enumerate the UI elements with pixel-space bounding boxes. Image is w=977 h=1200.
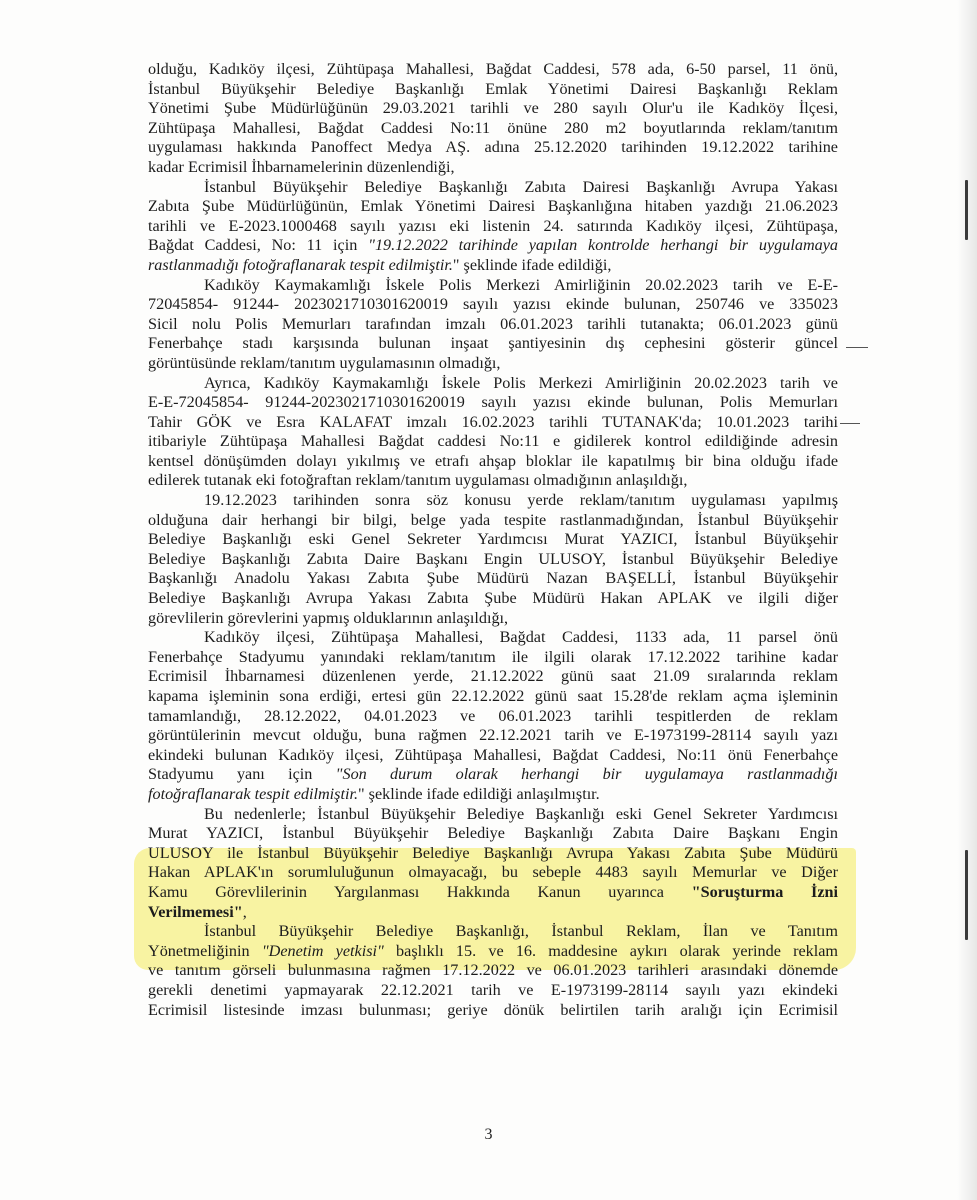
text-line: olduğu, Kadıköy ilçesi, Zühtüpaşa Mahallesi, Bağdat Caddesi, 578 ada, 6-50 parsel, 11 önü,: [148, 60, 838, 78]
text-line: İstanbul Büyükşehir Belediye Başkanlığı Emlak Yönetimi Dairesi Başkanlığı Reklam: [148, 79, 838, 98]
text-line: [148, 256, 838, 276]
text-line: Kadıköy ilçesi, Zühtüpaşa Mahallesi, Bağdat Caddesi, 1133 ada, 11 parsel önü: [204, 628, 838, 647]
text-line: [148, 903, 838, 923]
paragraph-1: [148, 60, 838, 178]
paragraph-3: [148, 276, 838, 374]
text-line: Murat YAZICI, İstanbul Büyükşehir Belediye Başkanlığı Zabıta Daire Başkanı Engin: [148, 824, 838, 843]
paragraph-8: [148, 922, 838, 1020]
text-line: Hakan APLAK'ın sorumluluğunun olmayacağı, bu sebeple 4483 sayılı Memurlar ve Diğer: [148, 863, 838, 882]
text-line: edilerek tutanak eki fotoğraftan reklam/tanıtım uygulaması olmadığının anlaşıldığı,: [148, 471, 688, 490]
text-line: Ayrıca, Kadıköy Kaymakamlığı İskele Polis Merkezi Amirliğinin 20.02.2023 tarih ve: [204, 373, 838, 392]
text-line: Bu nedenlerle; İstanbul Büyükşehir Belediye Başkanlığı eski Genel Sekreter Yardımcısı: [204, 804, 838, 823]
bold-text: Verilmemesi": [148, 902, 243, 921]
page-number: 3: [484, 1126, 493, 1143]
text-line: Yönetimi Şube Müdürlüğünün 29.03.2021 tarihli ve 280 sayılı Olur'u ile Kadıköy İlçesi,: [148, 99, 838, 118]
binding-mark: [965, 850, 968, 940]
text-line: Başkanlığı Anadolu Yakası Zabıta Şube Müdürü Nazan BAŞELLİ, İstanbul Büyükşehir: [148, 569, 838, 588]
text-line: kapama işleminin sona erdiği, ertesi gün 22.12.2022 günü saat 15.28'de reklam açma işleminin: [148, 687, 838, 705]
text-line: 19.12.2023 tarihinden sonra söz konusu yerde reklam/tanıtım uygulaması yapılmış: [204, 491, 838, 510]
text-line: ekindeki bulunan Kadıköy ilçesi, Zühtüpaşa Mahallesi, Bağdat Caddesi, No:11 önü Fenerbahçe: [148, 745, 838, 764]
paragraph-5: [148, 491, 838, 628]
text-line: [148, 883, 838, 903]
text-run: " şeklinde ifade edildiği anlaşılmıştır.: [358, 784, 600, 803]
text-run: Bağdat Caddesi, No: 11 için: [148, 236, 358, 255]
paragraph-4: [148, 374, 838, 492]
text-run: " şeklinde ifade edildiği,: [452, 255, 612, 274]
text-line: Kadıköy Kaymakamlığı İskele Polis Merkezi Amirliğinin 20.02.2023 tarih ve E-E-: [204, 275, 838, 294]
quoted-text: "Denetim yetkisi": [261, 941, 384, 960]
text-line: Zühtüpaşa Mahallesi, Bağdat Caddesi No:11 önüne 280 m2 boyutlarında reklam/tanıtım: [148, 118, 838, 137]
text-line: İstanbul Büyükşehir Belediye Başkanlığı Zabıta Dairesi Başkanlığı Avrupa Yakası: [204, 177, 838, 196]
text-line: Ecrimisil İhbarnamesi düzenlenen yerde, 21.12.2022 günü saat 21.09 sıralarında reklam: [148, 667, 838, 686]
quoted-text: "19.12.2022 tarihinde yapılan kontrolde herhangi bir uygulamaya: [368, 236, 839, 255]
quoted-text: fotoğraflanarak tespit edilmiştir.: [148, 784, 358, 803]
text-run: ,: [242, 902, 247, 921]
text-line: Tahir GÖK ve Esra KALAFAT imzalı 16.02.2023 tarihli TUTANAK'da; 10.01.2023 tarihi: [148, 412, 838, 431]
text-line: 72045854- 91244- 2023021710301620019 sayılı yazısı ekinde bulunan, 250746 ve 335023: [148, 295, 838, 314]
text-line: Fenerbahçe Stadyumu yanındaki reklam/tanıtım ile ilgili olarak 17.12.2022 tarihine kadar: [148, 647, 838, 666]
text-line: olduğuna dair herhangi bir bilgi, belge yada tespite rastlanmadığından, İstanbul Büyükşehir: [148, 510, 838, 529]
text-line: itibariyle Zühtüpaşa Mahallesi Bağdat caddesi No:11 e gidilerek kontrol edildiğinde adresin: [148, 432, 838, 451]
text-line: [148, 236, 838, 256]
text-line: Zabıta Şube Müdürlüğünün, Emlak Yönetimi Dairesi Başkanlığına hitaben yazdığı 21.06.2023: [148, 197, 838, 216]
text-line: uygulaması hakkında Panoffect Medya AŞ. adına 25.12.2020 tarihinden 19.12.2022 tarihine: [148, 138, 838, 157]
text-line: ULUSOY ile İstanbul Büyükşehir Belediye Başkanlığı Avrupa Yakası Zabıta Şube Müdürü: [148, 843, 838, 862]
text-line: E-E-72045854- 91244-2023021710301620019 sayılı yazısı ekinde bulunan, Polis Memurları: [148, 393, 838, 412]
quoted-text: rastlanmadığı fotoğraflanarak tespit edilmiştir.: [148, 255, 453, 274]
text-line: kentsel dönüşümden dolayı yıkılmış ve etrafı ahşap bloklar ile kapatılmış bir bina olduğu ifade: [148, 451, 838, 470]
text-line: tamamlandığı, 28.12.2022, 04.01.2023 ve 06.01.2023 tarihli tespitlerden de reklam: [148, 706, 838, 725]
text-line: Belediye Başkanlığı eski Genel Sekreter Yardımcısı Murat YAZICI, İstanbul Büyükşehir: [148, 530, 838, 549]
text-line: Belediye Başkanlığı Avrupa Yakası Zabıta Şube Müdürü Hakan APLAK ve ilgili diğer: [148, 589, 838, 608]
text-line: Belediye Başkanlığı Zabıta Daire Başkanı Engin ULUSOY, İstanbul Büyükşehir Belediye: [148, 549, 838, 568]
text-run: Kamu Görevlilerinin Yargılanması Hakkında Kanun uyarınca: [148, 882, 664, 901]
paragraph-6: [148, 628, 838, 804]
text-line: [148, 942, 838, 962]
bold-text: "Soruşturma İzni: [691, 882, 839, 901]
text-line: Sicil nolu Polis Memurları tarafından imzalı 06.01.2023 tarihli tutanakta; 06.01.2023 günü: [148, 314, 838, 333]
text-line: görevlilerin görevlerini yapmış olduklarının anlaşıldığı,: [148, 608, 509, 627]
margin-tick: [840, 423, 860, 424]
text-line: Fenerbahçe stadı karşısında bulunan inşaat şantiyesinin dış cephesini gösterir güncel: [148, 334, 838, 353]
text-line: Ecrimisil listesinde imzası bulunması; geriye dönük belirtilen tarih aralığı için Ecrimisil: [148, 1000, 838, 1019]
text-line: görüntüsünde reklam/tanıtım uygulamasının olmadığı,: [148, 353, 501, 372]
paragraph-7-highlighted: [148, 805, 838, 923]
text-line: gerekli denetimi yapmayarak 22.12.2021 tarih ve E-1973199-28114 sayılı yazı ekindeki: [148, 980, 838, 999]
text-line: ve tanıtım görseli bulunmasına rağmen 17.12.2022 ve 06.01.2023 tarihleri arasındaki dönemde: [148, 961, 838, 980]
text-line: tarihli ve E-2023.1000468 sayılı yazısı eki listenin 24. satırında Kadıköy ilçesi, Zühtüpaşa,: [148, 216, 838, 235]
text-line: İstanbul Büyükşehir Belediye Başkanlığı, İstanbul Reklam, İlan ve Tanıtım: [204, 922, 838, 941]
margin-tick: [846, 347, 868, 348]
text-line: [148, 785, 838, 805]
text-line: kadar Ecrimisil İhbarnamelerinin düzenlendiği,: [148, 157, 455, 176]
paragraph-2: [148, 178, 838, 276]
text-line: görüntülerinin mevcut olduğu, buna rağmen 22.12.2021 tarih ve E-1973199-28114 sayılı yazı: [148, 726, 838, 745]
binding-mark: [965, 180, 968, 240]
quoted-text: "Son durum olarak herhangi bir uygulamaya rastlanmadığı: [335, 765, 839, 784]
document-body: [148, 60, 838, 1020]
text-run: başlıklı 15. ve 16. maddesine aykırı olarak yerinde reklam: [396, 941, 839, 960]
text-run: Yönetmeliğinin: [148, 941, 250, 960]
text-run: Stadyumu yanı için: [148, 765, 313, 784]
text-line: [148, 765, 838, 785]
